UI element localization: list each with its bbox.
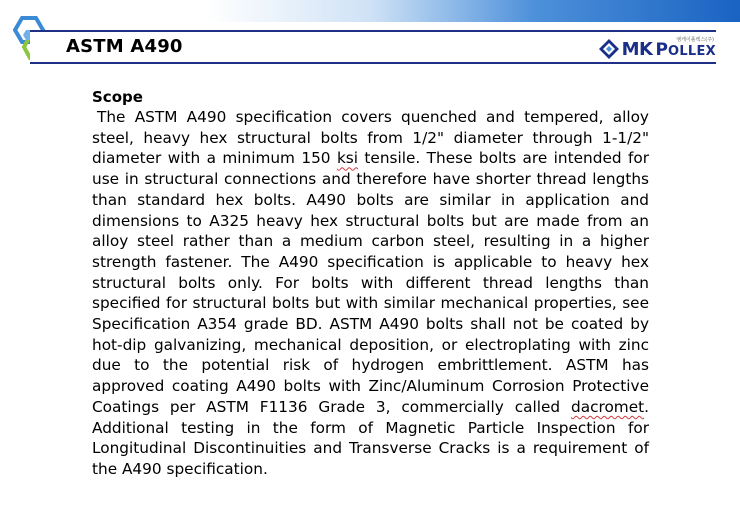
- paragraph-part: The ASTM A490 specification covers quenched and tempered, alloy steel, heavy hex structural bolts from 1/2" diameter through 1-1/2" diameter with a minimum 150: [92, 108, 649, 168]
- diamond-logo-icon: [598, 38, 620, 60]
- header-gradient-bar: [0, 0, 740, 22]
- spellcheck-word-dacromet: dacromet: [571, 397, 645, 416]
- brand-mk: MK: [621, 38, 653, 60]
- section-heading: Scope: [92, 88, 143, 106]
- paragraph-part: tensile. These bolts are intended for use in structural connections and therefore have shorter thread lengths than standard hex bolts. A490 bolts are similar in application and dimensions to A325 heavy hex structural bolts but are made from an alloy steel rather than a medium carbon steel, resulting in a higher strength fastener. The A490 specification is applicable to heavy hex structural bolts only. For bolts with different thread lengths than specified for structural bolts but with similar mechanical properties, see Specification A354 grade BD. ASTM A490 bolts shall not be coated by hot-dip galvanizing, mechanical deposition, or electroplating with zinc due to the potential risk of hydrogen embrittlement. ASTM has approved coating A490 bolts with Zinc/Aluminum Corrosion Protective Coatings per ASTM F1136 Grade 3, commercially called: [92, 149, 649, 416]
- spellcheck-word-ksi: ksi: [336, 149, 359, 168]
- brand-rest: OLLEX: [667, 43, 716, 59]
- scope-paragraph: [92, 107, 649, 480]
- slide-title: ASTM A490: [66, 36, 183, 57]
- paragraph-part: . Additional testing in the form of Magnetic Particle Inspection for Longitudinal Discontinuities and Transverse Cracks is a requirement of the A490 specification.: [92, 397, 649, 478]
- brand-logo: [598, 38, 716, 60]
- brand-p: P: [655, 39, 668, 60]
- scope-section: [92, 87, 649, 480]
- brand-subtitle: 엠케이폴렉스(주): [676, 37, 714, 43]
